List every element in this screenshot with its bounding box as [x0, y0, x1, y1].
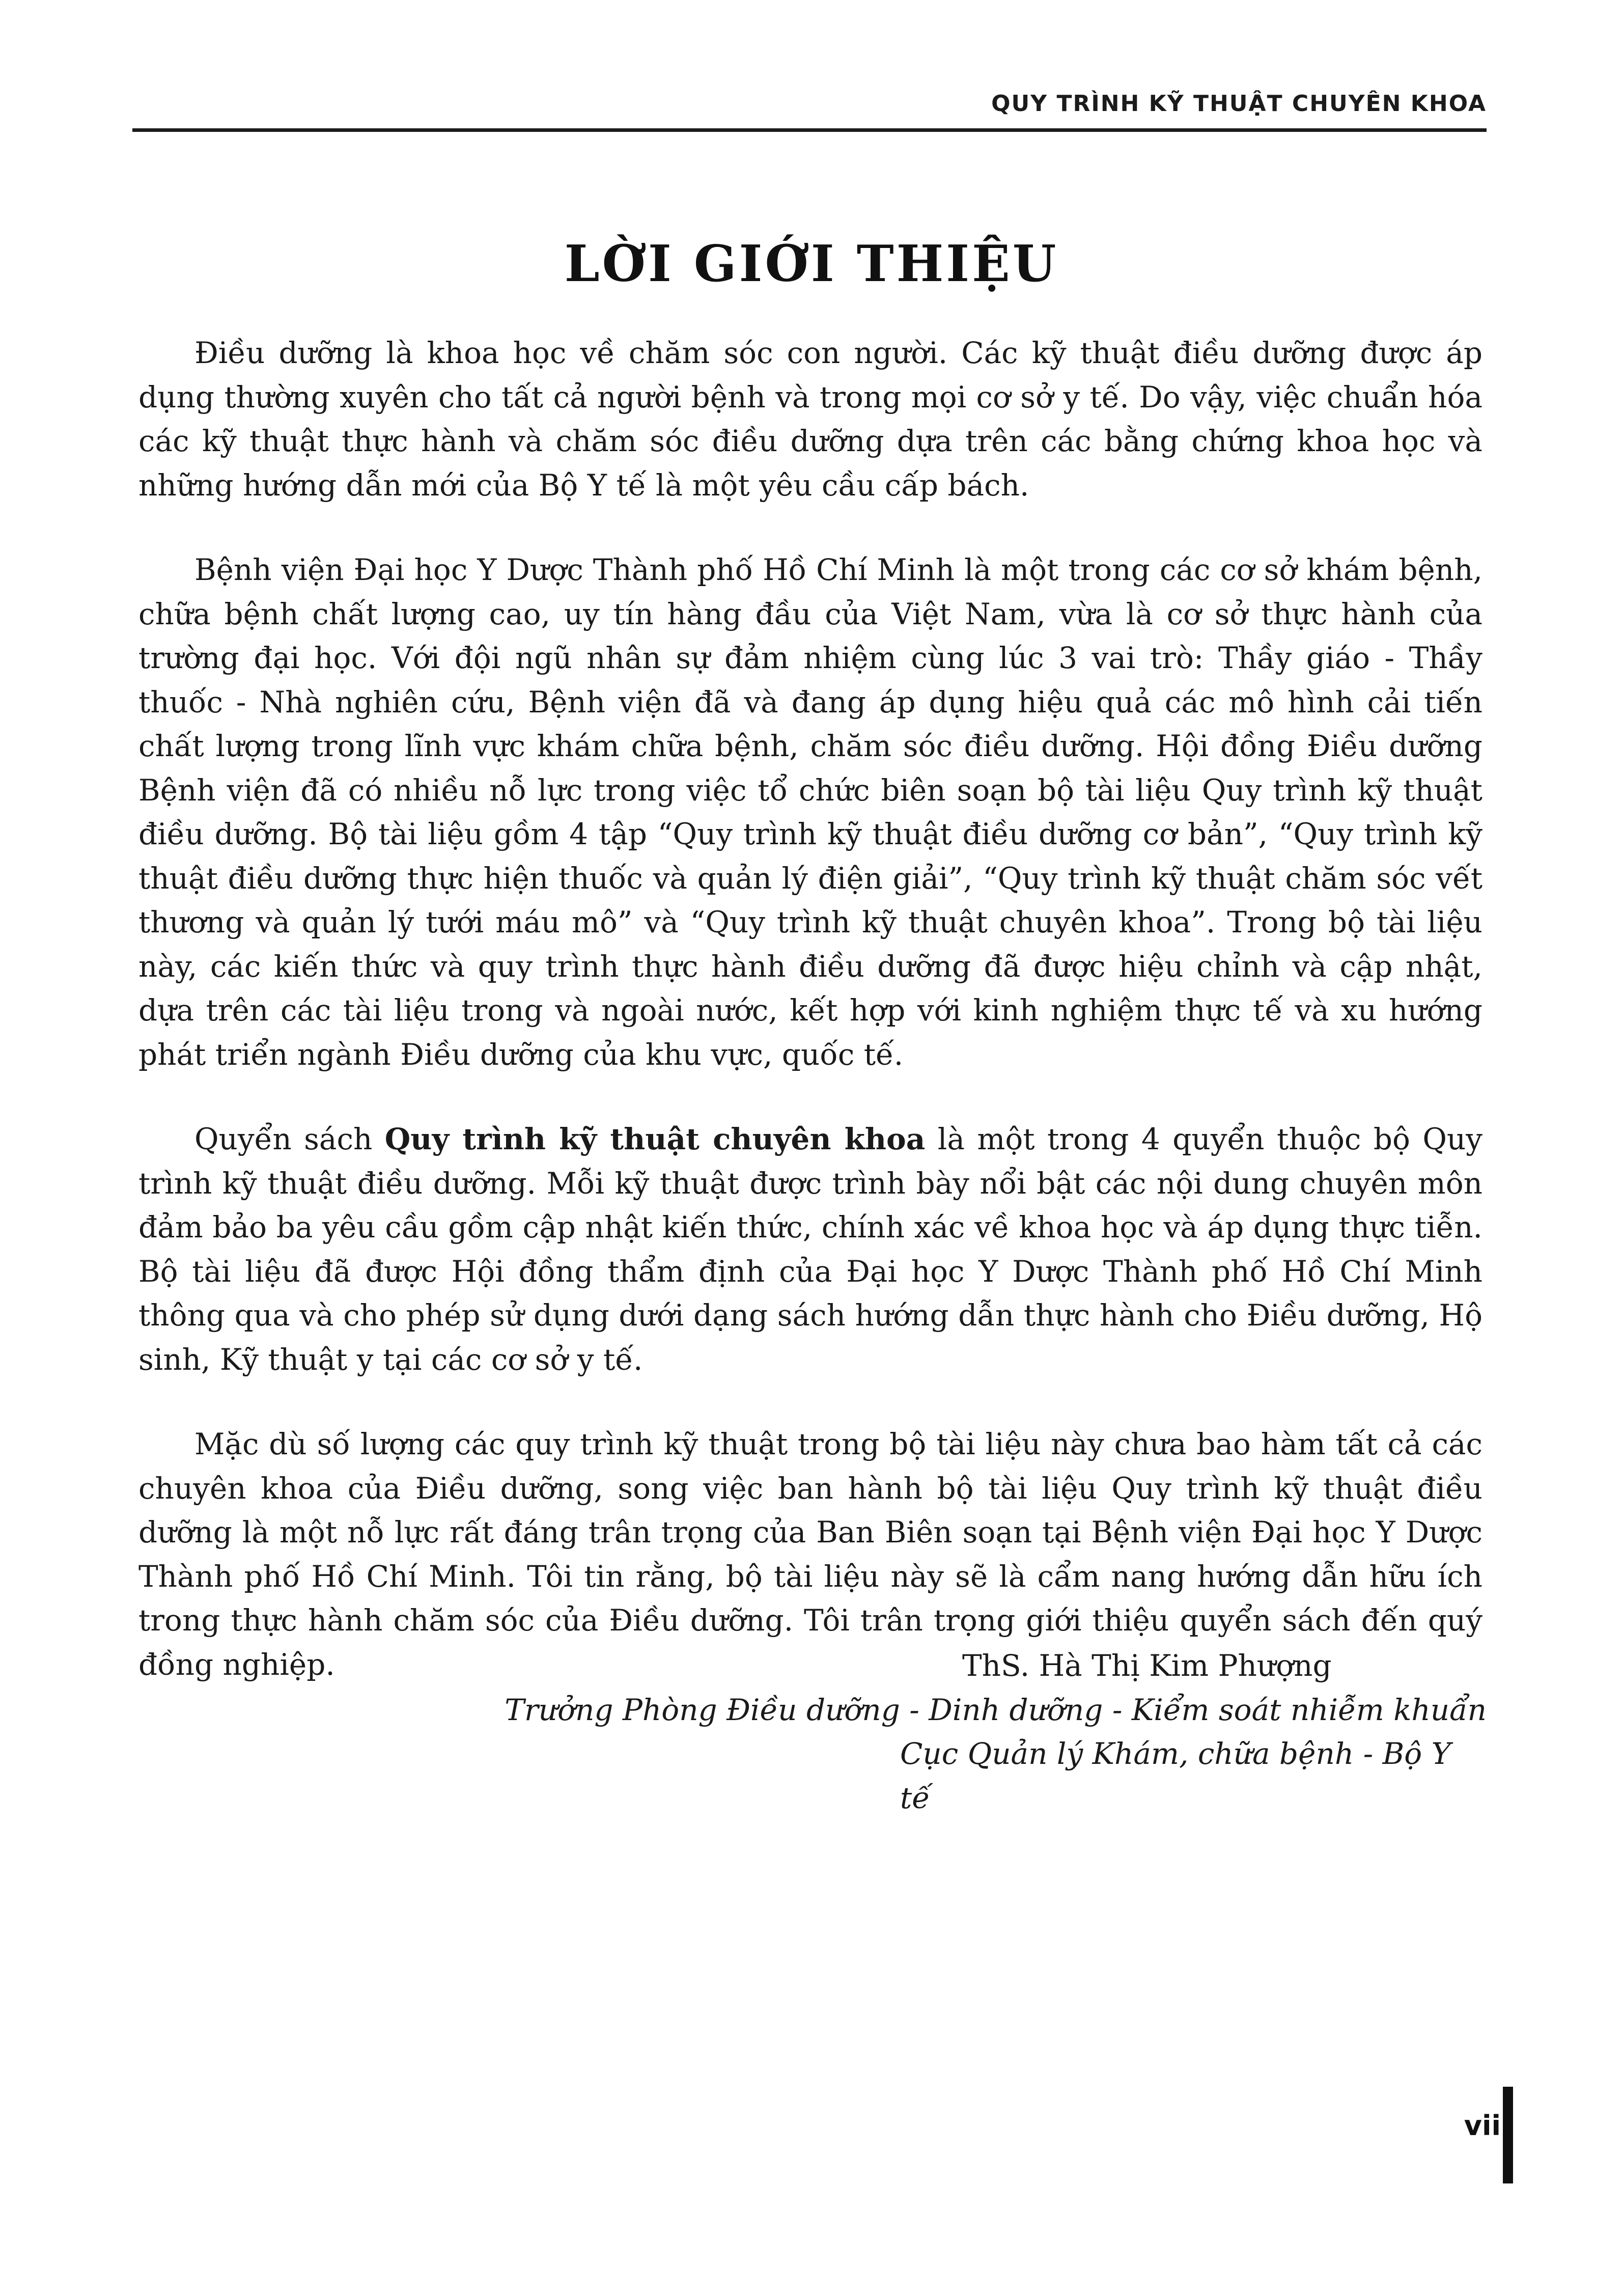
- signature-name: ThS. Hà Thị Kim Phượng: [962, 1648, 1332, 1683]
- margin-bar: [1503, 2087, 1513, 2183]
- paragraph-3: [138, 1117, 1482, 1381]
- paragraph-3-start: Quyển sách: [194, 1122, 385, 1156]
- signature-role: Trưởng Phòng Điều dưỡng - Dinh dưỡng - Kiểm soát nhiễm khuẩn: [505, 1692, 1487, 1727]
- signature-organization: Cục Quản lý Khám, chữa bệnh - Bộ Y tế: [900, 1736, 1451, 1815]
- paragraph-2: Bệnh viện Đại học Y Dược Thành phố Hồ Chí Minh là một trong các cơ sở khám bệnh, chữa bệnh chất lượng cao, uy tín hàng đầu của Việt Nam, vừa là cơ sở thực hành của trường đại học. Với đội ngũ nhân sự đảm nhiệm cùng lúc 3 vai trò: Thầy giáo - Thầy thuốc - Nhà nghiên cứu, Bệnh viện đã và đang áp dụng hiệu quả các mô hình cải tiến chất lượng trong lĩnh vực khám chữa bệnh, chăm sóc điều dưỡng. Hội đồng Điều dưỡng Bệnh viện đã có nhiều nỗ lực trong việc tổ chức biên soạn bộ tài liệu Quy trình kỹ thuật điều dưỡng. Bộ tài liệu gồm 4 tập “Quy trình kỹ thuật điều dưỡng cơ bản”, “Quy trình kỹ thuật điều dưỡng thực hiện thuốc và quản lý điện giải”, “Quy trình kỹ thuật chăm sóc vết thương và quản lý tưới máu mô” và “Quy trình kỹ thuật chuyên khoa”. Trong bộ tài liệu này, các kiến thức và quy trình thực hành điều dưỡng đã được hiệu chỉnh và cập nhật, dựa trên các tài liệu trong và ngoài nước, kết hợp với kinh nghiệm thực tế và xu hướng phát triển ngành Điều dưỡng của khu vực, quốc tế.: [138, 552, 1482, 1072]
- book-title-emphasis: Quy trình kỹ thuật chuyên khoa: [384, 1122, 926, 1156]
- running-header: QUY TRÌNH KỸ THUẬT CHUYÊN KHOA: [991, 91, 1487, 117]
- header-rule: [132, 128, 1487, 132]
- page-title: LỜI GIỚI THIỆU: [564, 234, 1059, 293]
- paragraph-4: Mặc dù số lượng các quy trình kỹ thuật trong bộ tài liệu này chưa bao hàm tất cả các chuyên khoa của Điều dưỡng, song việc ban hành bộ tài liệu Quy trình kỹ thuật điều dưỡng là một nỗ lực rất đáng trân trọng của Ban Biên soạn tại Bệnh viện Đại học Y Dược Thành phố Hồ Chí Minh. Tôi tin rằng, bộ tài liệu này sẽ là cẩm nang hướng dẫn hữu ích trong thực hành chăm sóc của Điều dưỡng. Tôi trân trọng giới thiệu quyển sách đến quý đồng nghiệp.: [138, 1427, 1482, 1682]
- body-text: [138, 331, 1482, 1727]
- page-number: vii: [1464, 2110, 1501, 2142]
- paragraph-3-rest: là một trong 4 quyển thuộc bộ Quy trình kỹ thuật điều dưỡng. Mỗi kỹ thuật được trình bày nổi bật các nội dung chuyên môn đảm bảo ba yêu cầu gồm cập nhật kiến thức, chính xác về khoa học và áp dụng thực tiễn. Bộ tài liệu đã được Hội đồng thẩm định của Đại học Y Dược Thành phố Hồ Chí Minh thông qua và cho phép sử dụng dưới dạng sách hướng dẫn thực hành cho Điều dưỡng, Hộ sinh, Kỹ thuật y tại các cơ sở y tế.: [138, 1122, 1483, 1377]
- signature-block: [367, 1644, 1487, 1820]
- paragraph-1: Điều dưỡng là khoa học về chăm sóc con người. Các kỹ thuật điều dưỡng được áp dụng thường xuyên cho tất cả người bệnh và trong mọi cơ sở y tế. Do vậy, việc chuẩn hóa các kỹ thuật thực hành và chăm sóc điều dưỡng dựa trên các bằng chứng khoa học và những hướng dẫn mới của Bộ Y tế là một yêu cầu cấp bách.: [138, 336, 1482, 503]
